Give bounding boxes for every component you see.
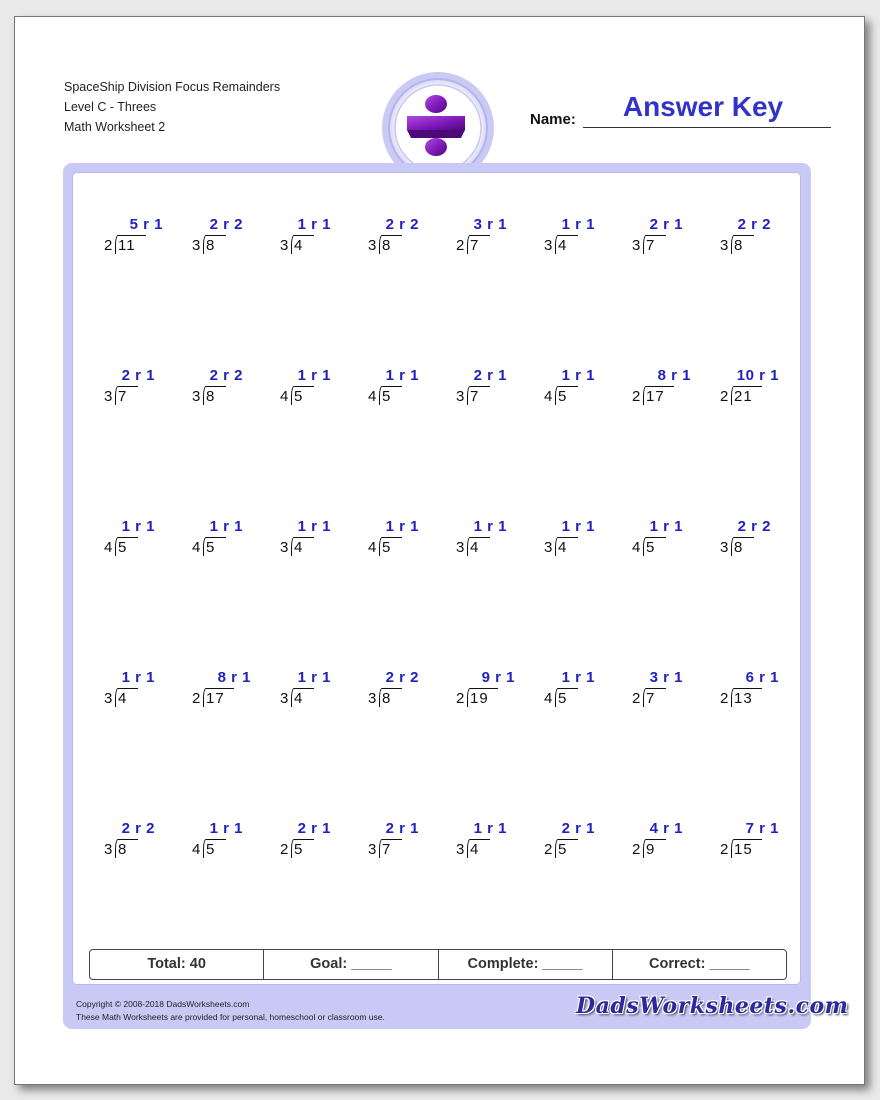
dividend: 4 <box>118 690 128 707</box>
quotient-answer: 2 r 2 <box>121 820 155 837</box>
division-problem <box>448 216 518 262</box>
quotient-answer: 10 r 1 <box>736 367 779 384</box>
divisor: 3 <box>280 539 289 556</box>
dividend: 5 <box>294 388 304 405</box>
quotient-answer: 1 r 1 <box>385 367 419 384</box>
quotient-answer: 1 r 1 <box>121 518 155 535</box>
divisor: 3 <box>280 690 289 707</box>
quotient-answer: 4 r 1 <box>649 820 683 837</box>
dividend: 7 <box>470 237 480 254</box>
quotient-answer: 7 r 1 <box>745 820 779 837</box>
divisor: 2 <box>632 841 641 858</box>
divisor: 4 <box>544 388 553 405</box>
quotient-answer: 2 r 2 <box>385 216 419 233</box>
brand-logo: DadsWorksheets.com <box>576 993 849 1019</box>
quotient-answer: 8 r 1 <box>657 367 691 384</box>
dividend: 7 <box>646 237 656 254</box>
division-problem <box>712 367 782 413</box>
dividend: 7 <box>646 690 656 707</box>
dividend: 17 <box>646 388 665 405</box>
quotient-answer: 9 r 1 <box>481 669 515 686</box>
divisor: 4 <box>192 841 201 858</box>
division-problem <box>272 216 342 262</box>
divisor: 3 <box>456 388 465 405</box>
quotient-answer: 2 r 1 <box>121 367 155 384</box>
dividend: 19 <box>470 690 489 707</box>
dividend: 5 <box>206 539 216 556</box>
dividend: 4 <box>294 539 304 556</box>
dividend: 11 <box>118 237 136 254</box>
dividend: 5 <box>206 841 216 858</box>
division-problem <box>272 669 342 715</box>
division-problem <box>184 216 254 262</box>
division-problem <box>536 820 606 866</box>
dividend: 7 <box>470 388 480 405</box>
quotient-answer: 1 r 1 <box>561 669 595 686</box>
dividend: 4 <box>470 539 480 556</box>
usage-notice: These Math Worksheets are provided for personal, homeschool or classroom use. <box>76 1011 385 1022</box>
division-problem <box>184 367 254 413</box>
dividend: 17 <box>206 690 225 707</box>
quotient-answer: 2 r 1 <box>473 367 507 384</box>
divisor: 3 <box>544 539 553 556</box>
divisor: 4 <box>192 539 201 556</box>
divisor: 3 <box>720 237 729 254</box>
quotient-answer: 1 r 1 <box>385 518 419 535</box>
dividend: 4 <box>294 237 304 254</box>
quotient-answer: 1 r 1 <box>473 820 507 837</box>
divisor: 4 <box>104 539 113 556</box>
dividend: 5 <box>558 690 568 707</box>
quotient-answer: 2 r 2 <box>209 216 243 233</box>
divisor: 2 <box>456 237 465 254</box>
dividend: 7 <box>382 841 392 858</box>
division-problem <box>536 216 606 262</box>
divisor: 2 <box>544 841 553 858</box>
name-field-line[interactable] <box>583 127 831 128</box>
divisor: 3 <box>104 841 113 858</box>
division-problem <box>360 820 430 866</box>
quotient-answer: 2 r 1 <box>385 820 419 837</box>
divisor: 3 <box>368 237 377 254</box>
quotient-answer: 3 r 1 <box>649 669 683 686</box>
title-line-3: Math Worksheet 2 <box>64 120 166 134</box>
dividend: 4 <box>558 237 568 254</box>
title-line-2: Level C - Threes <box>64 100 157 114</box>
dividend: 4 <box>294 690 304 707</box>
divisor: 3 <box>104 388 113 405</box>
dividend: 5 <box>118 539 128 556</box>
quotient-answer: 1 r 1 <box>297 216 331 233</box>
dividend: 5 <box>558 388 568 405</box>
division-problem <box>624 367 694 413</box>
quotient-answer: 1 r 1 <box>473 518 507 535</box>
dividend: 8 <box>734 237 744 254</box>
division-problem <box>96 367 166 413</box>
division-problem <box>712 820 782 866</box>
dividend: 5 <box>294 841 304 858</box>
quotient-answer: 2 r 1 <box>297 820 331 837</box>
quotient-answer: 2 r 2 <box>209 367 243 384</box>
dividend: 5 <box>646 539 656 556</box>
division-problem <box>272 820 342 866</box>
footer-copyright <box>76 998 385 1023</box>
quotient-answer: 1 r 1 <box>209 518 243 535</box>
dividend: 5 <box>382 388 392 405</box>
divisor: 3 <box>456 539 465 556</box>
division-problem <box>360 669 430 715</box>
divisor: 3 <box>456 841 465 858</box>
division-problem <box>624 669 694 715</box>
quotient-answer: 3 r 1 <box>473 216 507 233</box>
dividend: 8 <box>206 237 216 254</box>
division-problem <box>624 518 694 564</box>
answer-key-title: Answer Key <box>622 91 784 122</box>
divisor: 2 <box>104 237 113 254</box>
division-problem <box>448 367 518 413</box>
complete-cell[interactable]: Complete: _____ <box>439 950 613 979</box>
division-problem <box>360 216 430 262</box>
dividend: 21 <box>734 388 753 405</box>
divisor: 3 <box>544 237 553 254</box>
dividend: 8 <box>382 237 392 254</box>
quotient-answer: 2 r 2 <box>737 518 771 535</box>
division-problem <box>272 367 342 413</box>
division-problem <box>536 669 606 715</box>
divisor: 2 <box>632 388 641 405</box>
quotient-answer: 2 r 2 <box>385 669 419 686</box>
divisor: 3 <box>280 237 289 254</box>
division-problem <box>96 669 166 715</box>
quotient-answer: 1 r 1 <box>209 820 243 837</box>
quotient-answer: 1 r 1 <box>561 367 595 384</box>
division-problem <box>448 820 518 866</box>
title-line-1: SpaceShip Division Focus Remainders <box>64 80 281 94</box>
divisor: 2 <box>720 690 729 707</box>
divisor: 2 <box>456 690 465 707</box>
dividend: 8 <box>118 841 128 858</box>
divisor: 4 <box>544 690 553 707</box>
dividend: 4 <box>558 539 568 556</box>
divisor: 2 <box>632 690 641 707</box>
score-bar <box>89 949 787 980</box>
quotient-answer: 1 r 1 <box>297 669 331 686</box>
divisor: 3 <box>368 690 377 707</box>
quotient-answer: 1 r 1 <box>121 669 155 686</box>
division-problem <box>536 518 606 564</box>
dividend: 5 <box>382 539 392 556</box>
division-problem <box>96 518 166 564</box>
divisor: 2 <box>720 388 729 405</box>
quotient-answer: 6 r 1 <box>745 669 779 686</box>
copyright-text: Copyright © 2008-2018 DadsWorksheets.com <box>76 999 250 1009</box>
quotient-answer: 1 r 1 <box>561 216 595 233</box>
divisor: 3 <box>632 237 641 254</box>
division-problem <box>96 216 166 262</box>
division-problem <box>448 669 518 715</box>
division-problem <box>360 518 430 564</box>
name-label: Name: <box>530 111 576 128</box>
quotient-answer: 1 r 1 <box>561 518 595 535</box>
divisor: 2 <box>280 841 289 858</box>
dividend: 15 <box>734 841 753 858</box>
division-problem <box>96 820 166 866</box>
correct-cell[interactable]: Correct: _____ <box>649 956 750 972</box>
total-cell: Total: 40 <box>90 950 264 979</box>
quotient-answer: 2 r 2 <box>737 216 771 233</box>
worksheet-title <box>64 77 280 137</box>
divisor: 2 <box>192 690 201 707</box>
division-problem <box>536 367 606 413</box>
divisor: 3 <box>104 690 113 707</box>
goal-cell[interactable]: Goal: _____ <box>264 950 438 979</box>
divisor: 3 <box>192 237 201 254</box>
quotient-answer: 1 r 1 <box>649 518 683 535</box>
division-problem <box>448 518 518 564</box>
division-problem <box>624 820 694 866</box>
divisor: 4 <box>368 539 377 556</box>
dividend: 8 <box>206 388 216 405</box>
quotient-answer: 2 r 1 <box>649 216 683 233</box>
divisor: 2 <box>720 841 729 858</box>
quotient-answer: 2 r 1 <box>561 820 595 837</box>
dividend: 9 <box>646 841 656 858</box>
divisor: 4 <box>632 539 641 556</box>
division-problem <box>712 518 782 564</box>
dividend: 8 <box>382 690 392 707</box>
division-problem <box>712 669 782 715</box>
quotient-answer: 5 r 1 <box>129 216 163 233</box>
divisor: 4 <box>368 388 377 405</box>
division-problem <box>624 216 694 262</box>
dividend: 8 <box>734 539 744 556</box>
division-problem <box>272 518 342 564</box>
division-problem <box>184 820 254 866</box>
dividend: 5 <box>558 841 568 858</box>
divisor: 3 <box>368 841 377 858</box>
division-problem <box>360 367 430 413</box>
dividend: 7 <box>118 388 128 405</box>
divisor: 3 <box>720 539 729 556</box>
division-problem <box>184 669 254 715</box>
quotient-answer: 1 r 1 <box>297 367 331 384</box>
dividend: 13 <box>734 690 753 707</box>
division-problem <box>184 518 254 564</box>
quotient-answer: 8 r 1 <box>217 669 251 686</box>
division-problem <box>712 216 782 262</box>
divisor: 4 <box>280 388 289 405</box>
quotient-answer: 1 r 1 <box>297 518 331 535</box>
divisor: 3 <box>192 388 201 405</box>
dividend: 4 <box>470 841 480 858</box>
